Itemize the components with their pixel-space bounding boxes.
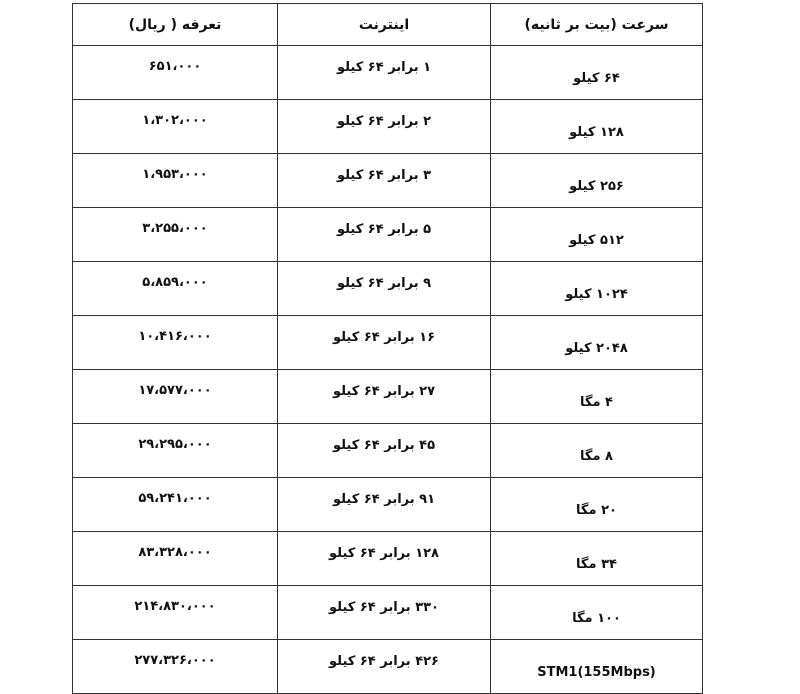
header-internet: اینترنت	[278, 4, 491, 46]
cell-speed: ۳۴ مگا	[491, 532, 703, 586]
cell-speed: ۱۰۰ مگا	[491, 586, 703, 640]
tariff-value: ۲۱۴،۸۳۰،۰۰۰	[134, 598, 216, 614]
table-row	[73, 100, 703, 154]
table-row	[73, 208, 703, 262]
table-header-row	[73, 4, 703, 46]
tariff-value: ۲۹،۲۹۵،۰۰۰	[138, 436, 212, 452]
cell-speed: ۶۴ کیلو	[491, 46, 703, 100]
cell-internet: ۱۲۸ برابر ۶۴ کیلو	[278, 532, 491, 586]
cell-tariff	[73, 208, 278, 262]
table-row	[73, 424, 703, 478]
cell-internet: ۱۶ برابر ۶۴ کیلو	[278, 316, 491, 370]
cell-speed: ۱۰۲۴ کیلو	[491, 262, 703, 316]
table-row	[73, 478, 703, 532]
header-speed: سرعت (بیت بر ثانیه)	[491, 4, 703, 46]
tariff-value: ۶۵۱،۰۰۰	[148, 58, 202, 74]
cell-tariff	[73, 424, 278, 478]
table-row	[73, 154, 703, 208]
cell-tariff	[73, 262, 278, 316]
cell-tariff	[73, 46, 278, 100]
table-row	[73, 370, 703, 424]
cell-internet: ۵ برابر ۶۴ کیلو	[278, 208, 491, 262]
tariff-value: ۱،۹۵۳،۰۰۰	[142, 166, 208, 182]
cell-tariff	[73, 640, 278, 694]
table-row	[73, 586, 703, 640]
cell-internet: ۲ برابر ۶۴ کیلو	[278, 100, 491, 154]
cell-speed: ۸ مگا	[491, 424, 703, 478]
tariff-value: ۳،۲۵۵،۰۰۰	[142, 220, 208, 236]
header-tariff: تعرفه ( ریال)	[73, 4, 278, 46]
tariff-value: ۵،۸۵۹،۰۰۰	[142, 274, 208, 290]
table-row	[73, 262, 703, 316]
cell-speed: STM1(155Mbps)	[491, 640, 703, 694]
cell-speed: ۵۱۲ کیلو	[491, 208, 703, 262]
table-row	[73, 316, 703, 370]
tariff-value: ۱۰،۴۱۶،۰۰۰	[138, 328, 212, 344]
cell-internet: ۹ برابر ۶۴ کیلو	[278, 262, 491, 316]
table-row	[73, 46, 703, 100]
cell-internet: ۴۲۶ برابر ۶۴ کیلو	[278, 640, 491, 694]
cell-tariff	[73, 316, 278, 370]
cell-tariff	[73, 586, 278, 640]
tariff-value: ۱۷،۵۷۷،۰۰۰	[138, 382, 212, 398]
tariff-value: ۵۹،۲۴۱،۰۰۰	[138, 490, 212, 506]
cell-internet: ۱ برابر ۶۴ کیلو	[278, 46, 491, 100]
cell-speed: ۴ مگا	[491, 370, 703, 424]
tariff-value: ۲۷۷،۳۲۶،۰۰۰	[134, 652, 216, 668]
table-body	[73, 46, 703, 694]
cell-tariff	[73, 154, 278, 208]
cell-speed: ۲۵۶ کیلو	[491, 154, 703, 208]
tariff-value: ۱،۳۰۲،۰۰۰	[142, 112, 208, 128]
cell-tariff	[73, 100, 278, 154]
cell-speed: ۱۲۸ کیلو	[491, 100, 703, 154]
cell-internet: ۲۷ برابر ۶۴ کیلو	[278, 370, 491, 424]
cell-speed: ۲۰ مگا	[491, 478, 703, 532]
cell-internet: ۹۱ برابر ۶۴ کیلو	[278, 478, 491, 532]
tariff-table	[72, 3, 703, 694]
cell-internet: ۳ برابر ۶۴ کیلو	[278, 154, 491, 208]
table-row	[73, 640, 703, 694]
tariff-value: ۸۳،۳۲۸،۰۰۰	[138, 544, 212, 560]
cell-tariff	[73, 532, 278, 586]
cell-internet: ۴۵ برابر ۶۴ کیلو	[278, 424, 491, 478]
table-row	[73, 532, 703, 586]
cell-speed: ۲۰۴۸ کیلو	[491, 316, 703, 370]
cell-tariff	[73, 370, 278, 424]
tariff-table-container	[72, 3, 702, 694]
cell-tariff	[73, 478, 278, 532]
cell-internet: ۳۳۰ برابر ۶۴ کیلو	[278, 586, 491, 640]
